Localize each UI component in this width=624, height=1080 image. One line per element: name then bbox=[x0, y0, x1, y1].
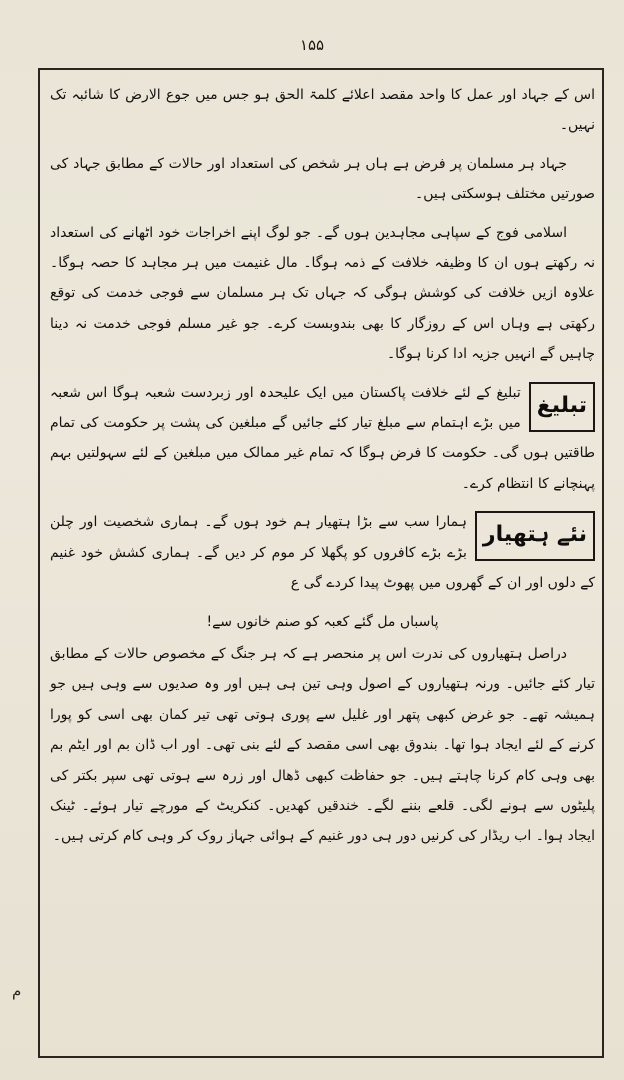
paragraph-tabligh: تبلیغ کے لئے خلافت پاکستان میں ایک علیحدہ اور زبردست شعبہ ہوگا اس شعبہ میں بڑے اہتمام سے مبلغ تیار کئے جائیں گے مبلغین کی پشت پر حکومت کی تمام طاقتیں ہوں گی۔ حکومت کا فرض ہوگا کہ تمام غیر ممالک میں مبلغین کے لئے سہولتیں بہم پہنچانے کا انتظام کرے۔ bbox=[50, 384, 595, 492]
page-number: ۱۵۵ bbox=[299, 36, 325, 54]
side-heading-tabligh: تبلیغ bbox=[529, 382, 595, 432]
paragraph-jihad-duty: جہاد ہر مسلمان پر فرض ہے ہاں ہر شخص کی استعداد اور حالات کے مطابق جہاد کی صورتیں مختلف ہوسکتی ہیں۔ bbox=[50, 155, 595, 203]
margin-mark: م bbox=[12, 982, 22, 1000]
section-tabligh bbox=[50, 378, 595, 508]
paragraph-our-weapon-text: ہمارا سب سے بڑا ہتھیار ہم خود ہوں گے۔ ہماری شخصیت اور چلن بڑے بڑے کافروں کو پگھلا کر موم کر دیں گے۔ ہماری کشش خود غنیم کے دلوں اور ان کے گھروں میں پھوٹ پیدا کردے گی bbox=[50, 514, 595, 592]
verse-line: پاسباں مل گئے کعبہ کو صنم خانوں سے! bbox=[206, 613, 439, 630]
paragraph-weapons-history: دراصل ہتھیاروں کی ندرت اس پر منحصر ہے کہ ہر جنگ کے مخصوص حالات کے مطابق تیار کئے جائیں۔ ورنہ ہتھیاروں کے اصول وہی تین ہی ہیں اور وہ صدیوں سے وہی ہیں جو ہمیشہ تھے۔ جو غرض کبھی پتھر اور غلیل سے پوری ہوتی تھی تیر کمان بھی اسی کو پورا کرنے کے لئے ایجاد ہوا تھا۔ بندوق بھی اسی مقصد کے لئے بنی تھی۔ اور اب ڈان بم اور ایٹم بم بھی وہی کام کرنا چاہتے ہیں۔ جو حفاظت کبھی ڈھال اور زرہ سے ہوتی تھی سپر بکتر کی پلیٹوں سے ہونے لگی۔ قلعے بننے لگے۔ خندقیں کھدیں۔ کنکریٹ کے مورچے تیار ہوئے۔ ٹینک ایجاد ہوا۔ اب ریڈار کی کرنیں دور ہی دور غنیم کے ہوائی جہاز روک کر وہی کام کرتی ہیں۔ bbox=[50, 645, 595, 845]
paragraph-jihad-purpose: اس کے جہاد اور عمل کا واحد مقصد اعلائے کلمۃ الحق ہو جس میں جوع الارض کا شائبہ تک نہیں۔ bbox=[50, 87, 595, 134]
page-body bbox=[50, 80, 595, 860]
paragraph-islamic-army: اسلامی فوج کے سپاہی مجاہدین ہوں گے۔ جو لوگ اپنے اخراجات خود اٹھانے کی استعداد نہ رکھتے ہوں ان کا وظیفہ خلافت کے ذمہ ہوگا۔ مال غنیمت میں ہر مجاہد کا حصہ ہوگا۔ علاوہ ازیں خلافت کی کوشش ہوگی کہ جہاں تک ہر مسلمان سے فوجی خدمت کی توقع رکھتی ہے وہاں اس کے روزگار کا بھی بندوبست کرے۔ جو غیر مسلم فوجی خدمت نہ دینا چاہیں گے انہیں جزیہ ادا کرنا ہوگا۔ bbox=[50, 224, 595, 363]
section-new-weapons bbox=[50, 507, 595, 606]
verse-marker: ع bbox=[290, 575, 300, 592]
side-heading-new-weapons: نئے ہتھیار bbox=[475, 511, 595, 561]
